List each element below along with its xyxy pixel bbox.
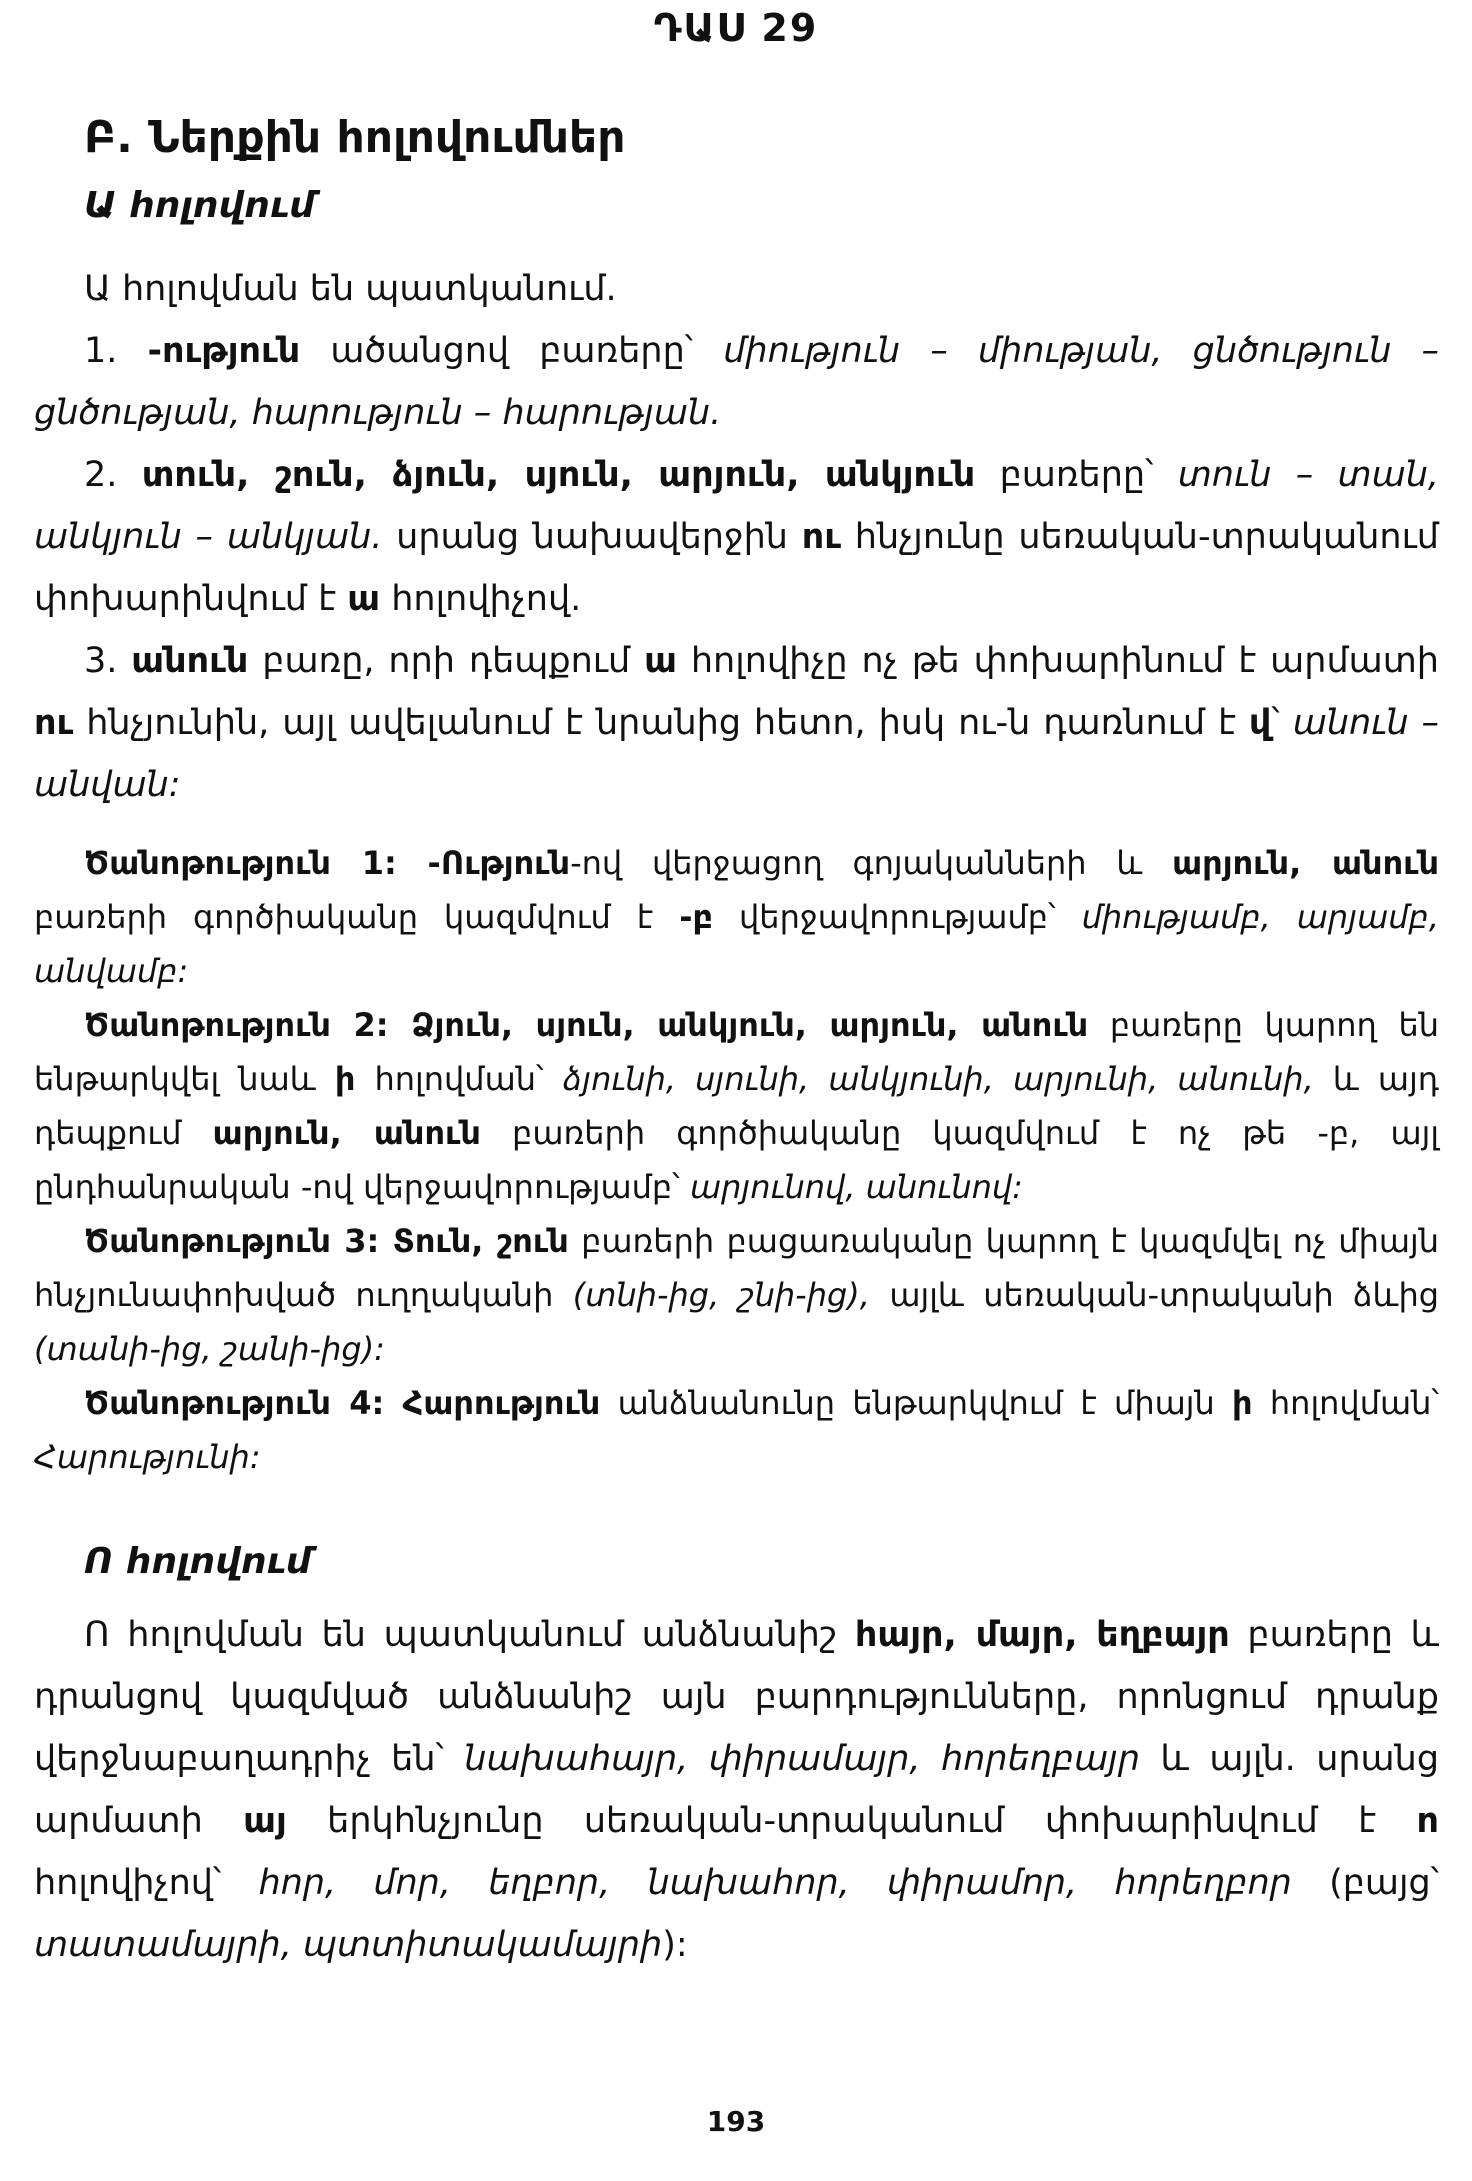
a-item-3: 3. անուն բառը, որի դեպքում ա հոլովիչը ոչ թե փոխարինում է արմատի ու հնչյունին, այլ ավելանում է նրանից հետո, իսկ ու-ն դառնում է վ՝ անուն – անվան: <box>34 641 1439 805</box>
a-item-2: 2. տուն, շուն, ձյուն, սյուն, արյուն, անկյուն բառերը՝ տուն – տան, անկյուն – անկյան. սրանց նախավերջին ու հնչյունը սեռական-տրականում փոխարինվում է ա հոլովիչով. <box>34 455 1440 619</box>
page-content <box>34 100 1439 1976</box>
note-1: Ծանոթություն 1: -Ություն-ով վերջացող գոյականների և արյուն, անուն բառերի գործիականը կազմվում է -բ վերջավորությամբ՝ միությամբ, արյամբ, անվամբ: <box>34 844 1440 990</box>
o-declension-paragraph: Ո հոլովման են պատկանում անձնանիշ հայր, մայր, եղբայր բառերը և դրանցով կազմված անձնանիշ այն բարդությունները, որոնցում դրանք վերջնաբաղադրիչ են՝ նախահայր, փիրամայր, հորեղբայր և այլն. սրանց արմատի այ երկհնչյունը սեռական-տրականում փոխարինվում է ո հոլովիչով՝ հոր, մոր, եղբոր, նախահոր, փիրամոր, հորեղբոր (բայց՝ տատամայրի, պտտիտակամայրի): <box>34 1615 1439 1965</box>
o-declension-heading: Ո հոլովում <box>84 1541 312 1582</box>
a-item-1: 1. -ություն ածանցով բառերը՝ միություն – միության, ցնծություն – ցնծության, հարություն – հարության. <box>34 331 1439 433</box>
a-declension-intro: Ա հոլովման են պատկանում. <box>84 269 617 309</box>
section-title: Բ. Ներքին հոլովումներ <box>84 112 626 163</box>
a-declension-heading: Ա հոլովում <box>84 185 315 226</box>
page-number: 193 <box>706 2105 766 2138</box>
note-2: Ծանոթություն 2: Ձյուն, սյուն, անկյուն, արյուն, անուն բառերը կարող են ենթարկվել նաև ի հոլովման՝ ձյունի, սյունի, անկյունի, արյունի, անունի, և այդ դեպքում արյուն, անուն բառերի գործիականը կազմվում է ոչ թե -բ, այլ ընդհանրական -ով վերջավորությամբ՝ արյունով, անունով: <box>34 1006 1440 1206</box>
note-4: Ծանոթություն 4: Հարություն անձնանունը ենթարկվում է միայն ի հոլովման՝ Հարությունի: <box>34 1384 1440 1476</box>
lesson-header: ԴԱՍ 29 <box>653 6 819 50</box>
note-3: Ծանոթություն 3: Տուն, շուն բառերի բացառականը կարող է կազմվել ոչ միայն հնչյունափոխված ուղղականի (տնի-ից, շնի-ից), այլև սեռական-տրականի ձևից (տանի-ից, շանի-ից): <box>34 1222 1440 1368</box>
